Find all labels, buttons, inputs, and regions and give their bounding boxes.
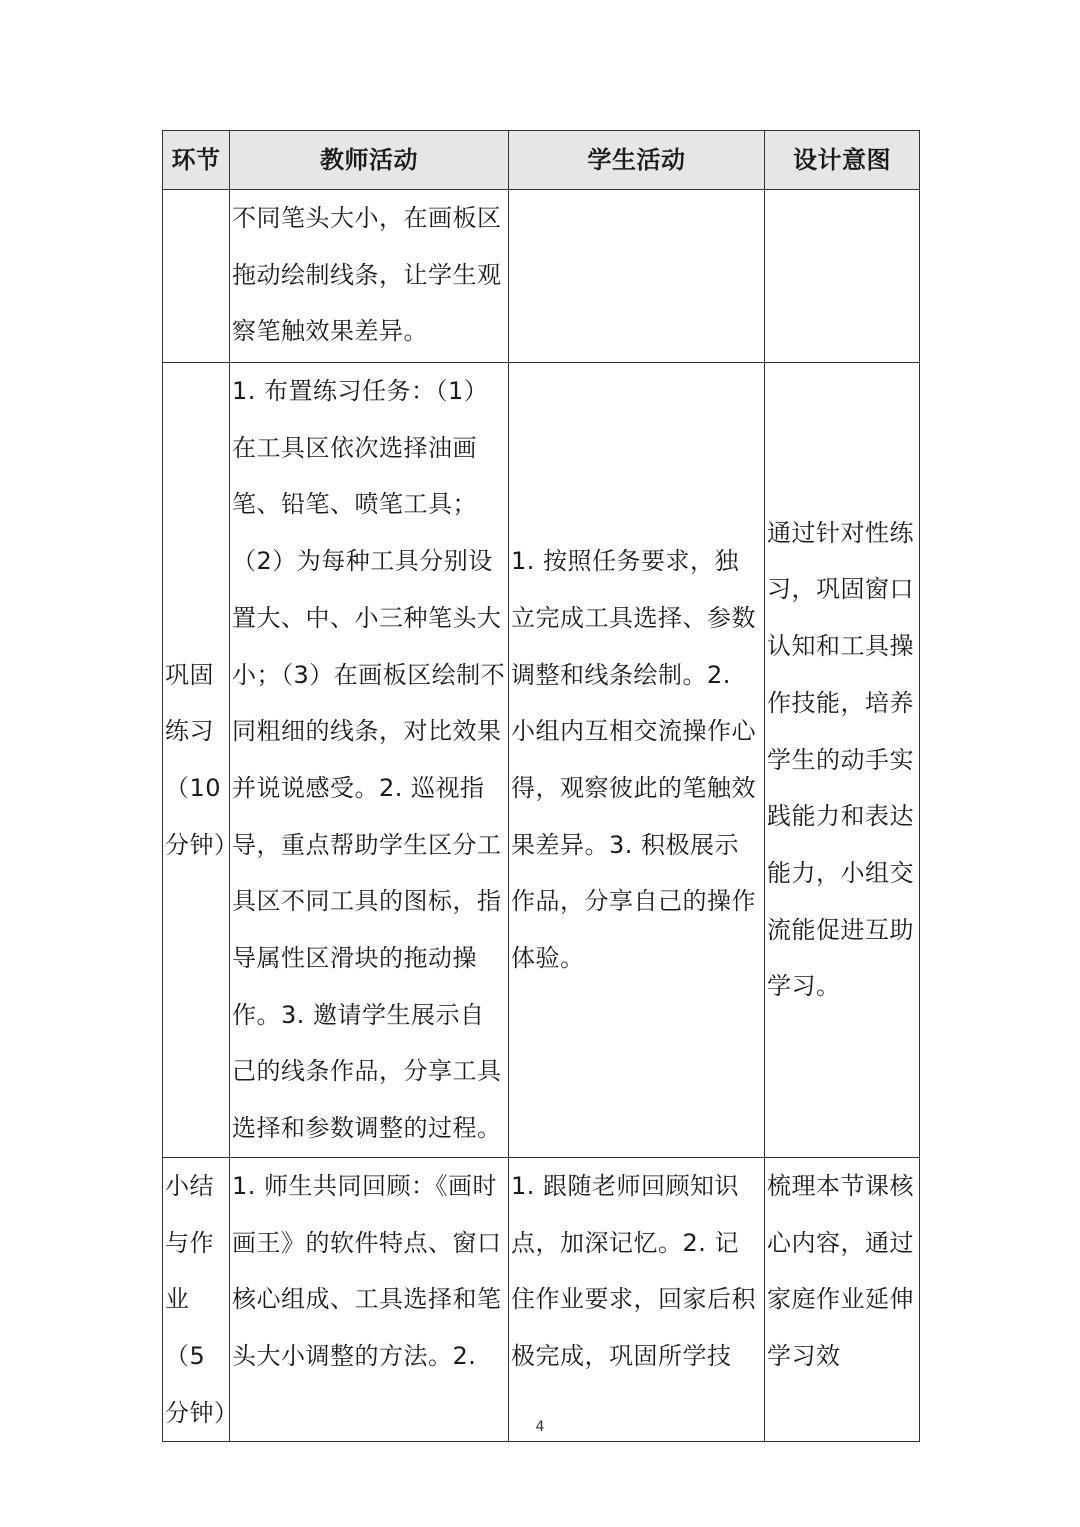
teacher-activity-text: 不同笔头大小，在画板区拖动绘制线条，让学生观察笔触效果差异。	[232, 204, 502, 346]
stage-text: 小结与作业（5分钟）	[165, 1171, 239, 1427]
student-activity-cell	[509, 190, 765, 363]
stage-cell	[163, 1157, 239, 1442]
stage-text: 巩固练习（10分钟）	[165, 660, 239, 859]
design-intent-cell	[765, 190, 920, 363]
design-intent-text: 通过针对性练习，巩固窗口认知和工具操作技能，培养学生的动手实践能力和表达能力，小组交流能促进互助学习。	[767, 518, 914, 1001]
header-student-activity: 学生活动	[509, 131, 765, 190]
header-row	[163, 131, 920, 190]
header-design-intent: 设计意图	[765, 131, 920, 190]
stage-cell	[163, 363, 239, 1158]
design-intent-text: 梳理本节课核心内容，通过家庭作业延伸学习效	[767, 1171, 914, 1370]
teacher-activity-cell	[230, 1157, 509, 1442]
stage-cell	[163, 190, 230, 363]
design-intent-cell	[765, 1157, 920, 1442]
teacher-activity-cell	[230, 190, 509, 363]
student-activity-text: 1. 跟随老师回顾知识点，加深记忆。2. 记住作业要求，回家后积极完成，巩固所学技	[511, 1171, 756, 1370]
table-row	[163, 1157, 920, 1442]
student-activity-cell	[509, 1157, 765, 1442]
student-activity-text: 1. 按照任务要求，独立完成工具选择、参数调整和线条绘制。2. 小组内互相交流操作心得，观察彼此的笔触效果差异。3. 积极展示作品，分享自己的操作体验。	[511, 547, 756, 973]
lesson-plan-table	[162, 130, 920, 1442]
table-row	[163, 190, 920, 363]
page-number: 4	[535, 1419, 545, 1435]
teacher-activity-cell	[230, 363, 509, 1158]
student-activity-cell	[509, 363, 765, 1158]
header-teacher-activity: 教师活动	[230, 131, 509, 190]
header-stage: 环节	[163, 131, 230, 190]
teacher-activity-text: 1. 师生共同回顾：《画时画王》的软件特点、窗口核心组成、工具选择和笔头大小调整的方法。2.	[232, 1171, 502, 1370]
teacher-activity-text: 1. 布置练习任务：（1）在工具区依次选择油画笔、铅笔、喷笔工具；（2）为每种工具分别设置大、中、小三种笔头大小；（3）在画板区绘制不同粗细的线条，对比效果并说说感受。2. 巡视指导，重点帮助学生区分工具区不同工具的图标，指导属性区滑块的拖动操作。3. 邀请学生展示自己的线条作品，分享工具选择和参数调整的过程。	[232, 377, 506, 1143]
table-row	[163, 363, 920, 1158]
design-intent-cell	[765, 363, 920, 1158]
